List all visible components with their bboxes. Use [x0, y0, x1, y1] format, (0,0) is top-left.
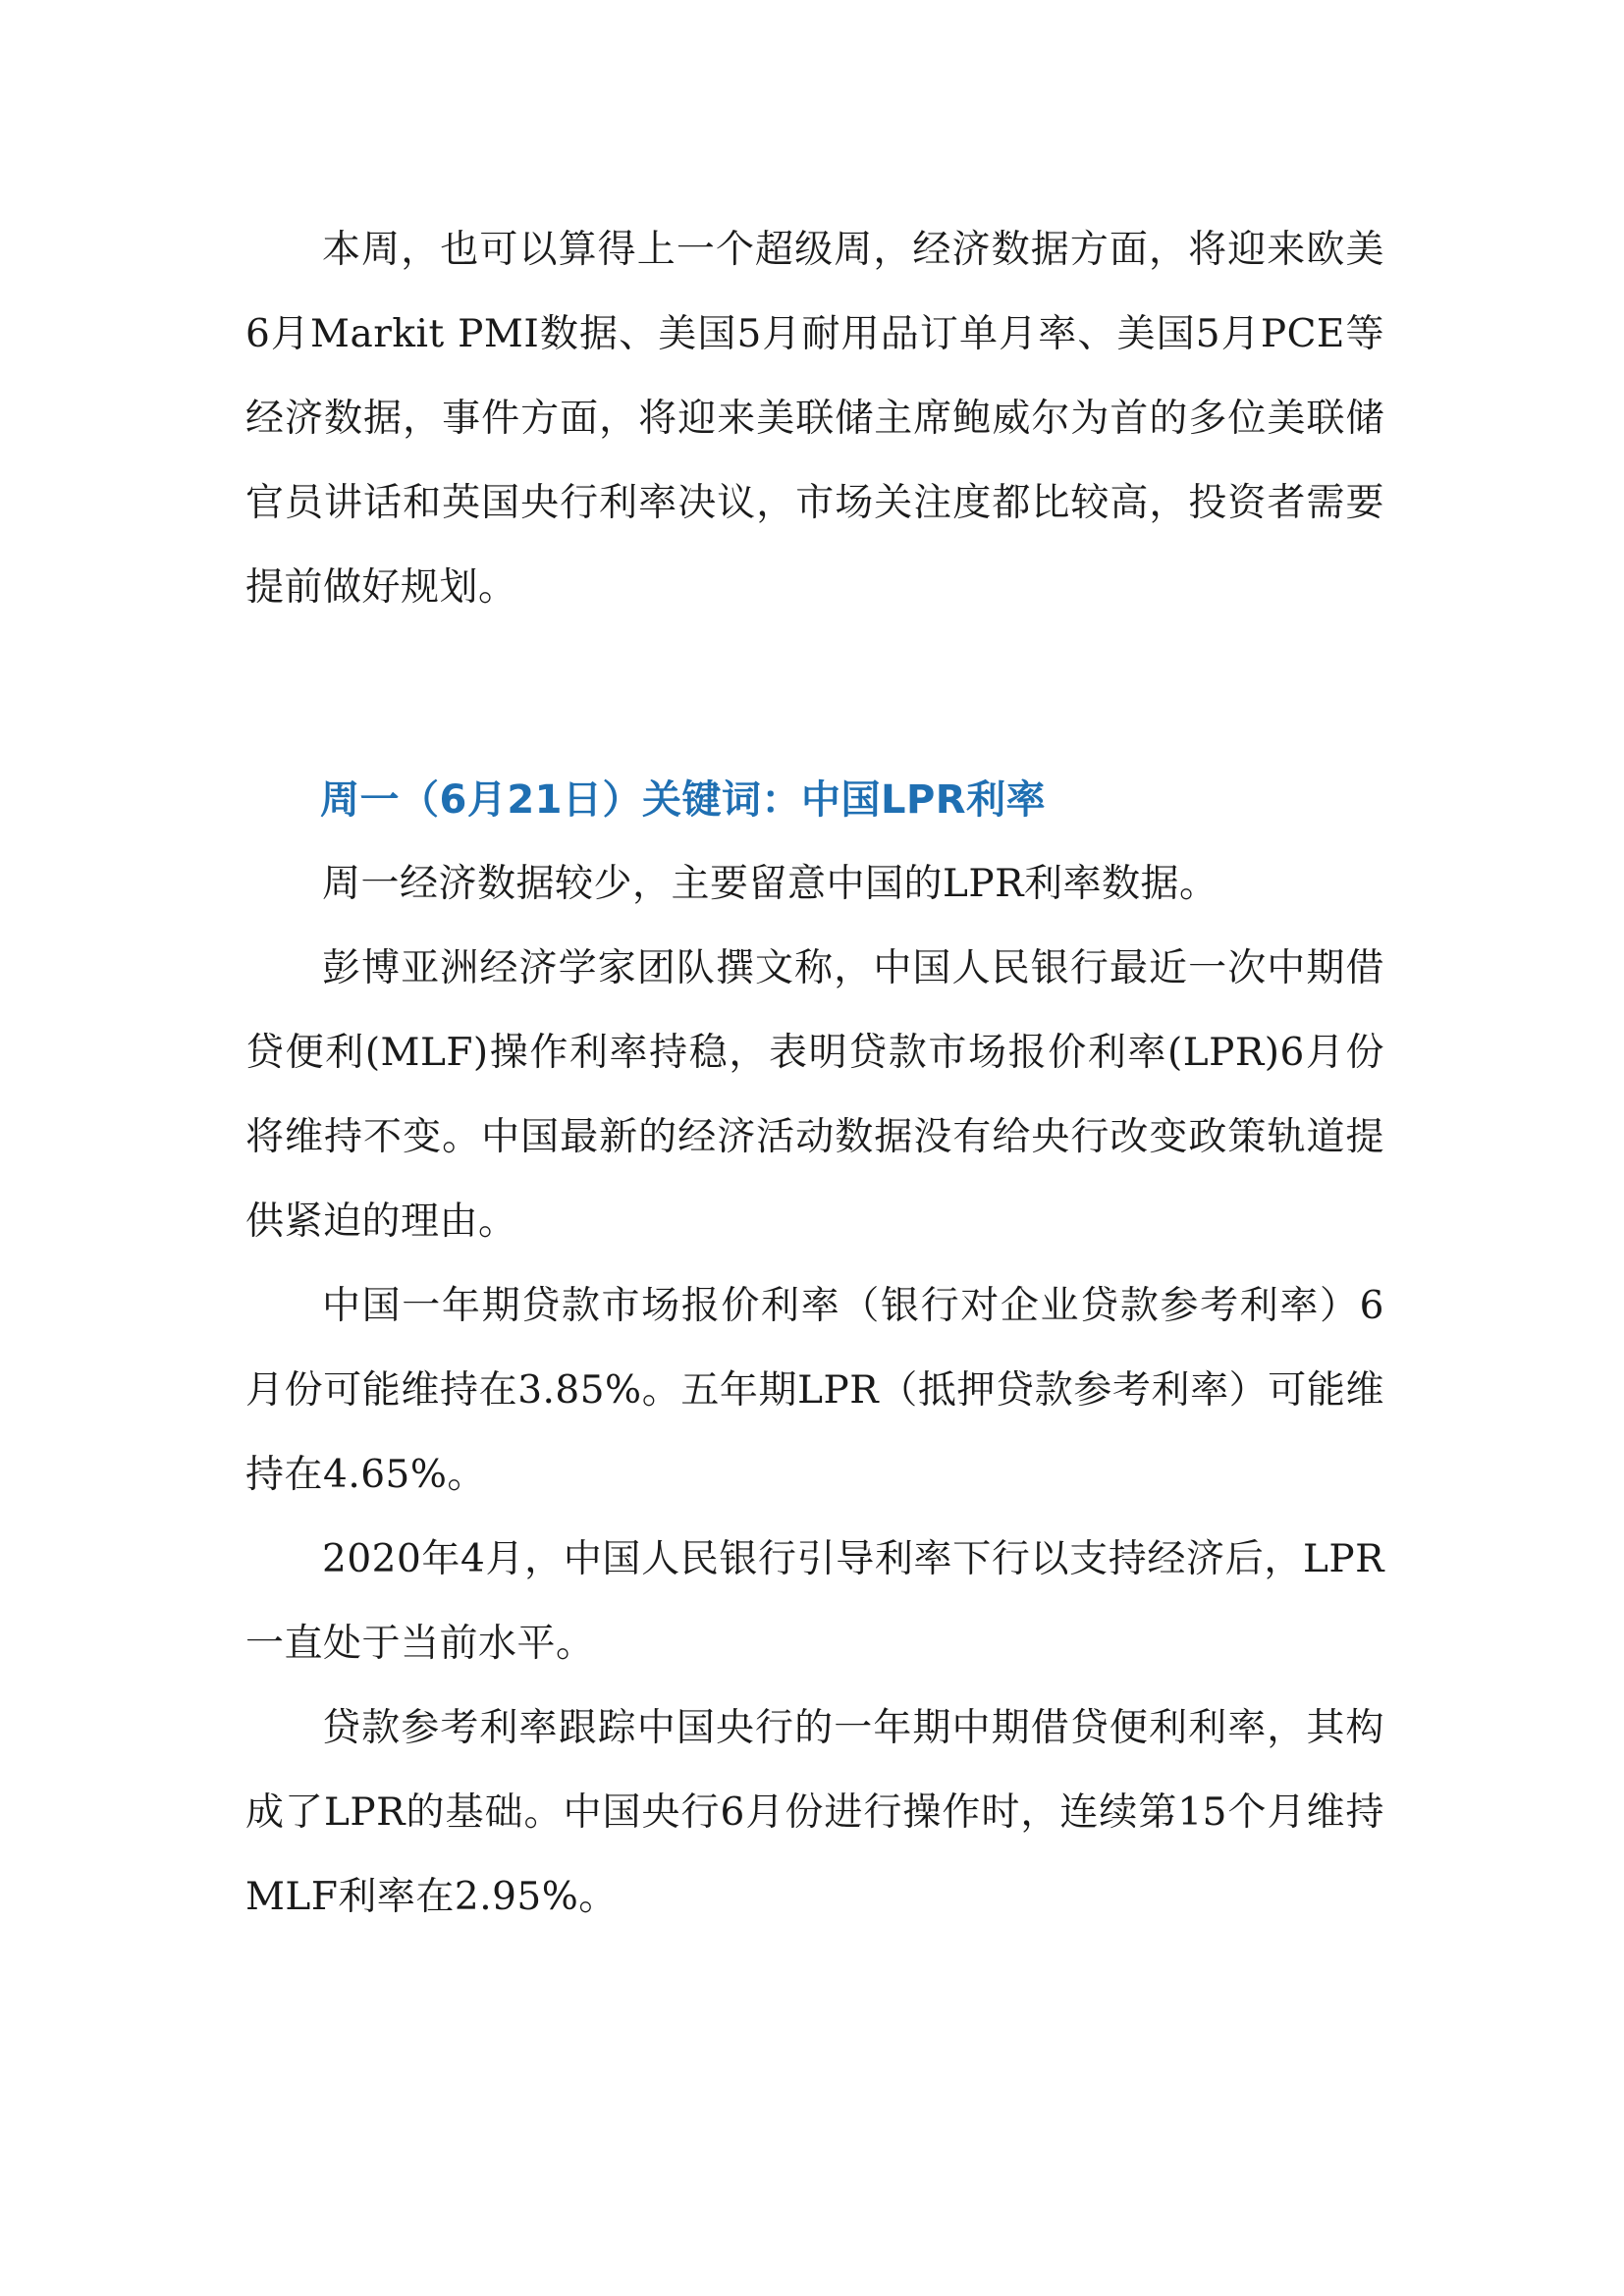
section-paragraph-3: 中国一年期贷款市场报价利率（银行对企业贷款参考利率）6月份可能维持在3.85%。五年期LPR（抵押贷款参考利率）可能维持在4.65%。	[245, 1284, 1384, 1497]
section-heading: 周一（6月21日）关键词：中国LPR利率	[320, 777, 1047, 823]
section-paragraph-1: 周一经济数据较少，主要留意中国的LPR利率数据。	[322, 862, 1218, 906]
document-body	[245, 208, 1384, 1940]
intro-paragraph: 本周，也可以算得上一个超级周，经济数据方面，将迎来欧美6月Markit PMI数据、美国5月耐用品订单月率、美国5月PCE等经济数据，事件方面，将迎来美联储主席鲍威尔为首的多位美联储官员讲话和英国央行利率决议，市场关注度都比较高，投资者需要提前做好规划。	[245, 228, 1384, 610]
section-paragraph-4: 2020年4月，中国人民银行引导利率下行以支持经济后，LPR一直处于当前水平。	[245, 1537, 1384, 1666]
section-paragraph-5: 贷款参考利率跟踪中国央行的一年期中期借贷便利利率，其构成了LPR的基础。中国央行6月份进行操作时，连续第15个月维持MLF利率在2.95%。	[245, 1706, 1384, 1919]
section-paragraph-2: 彭博亚洲经济学家团队撰文称，中国人民银行最近一次中期借贷便利(MLF)操作利率持稳，表明贷款市场报价利率(LPR)6月份将维持不变。中国最新的经济活动数据没有给央行改变政策轨道提供紧迫的理由。	[245, 946, 1384, 1244]
